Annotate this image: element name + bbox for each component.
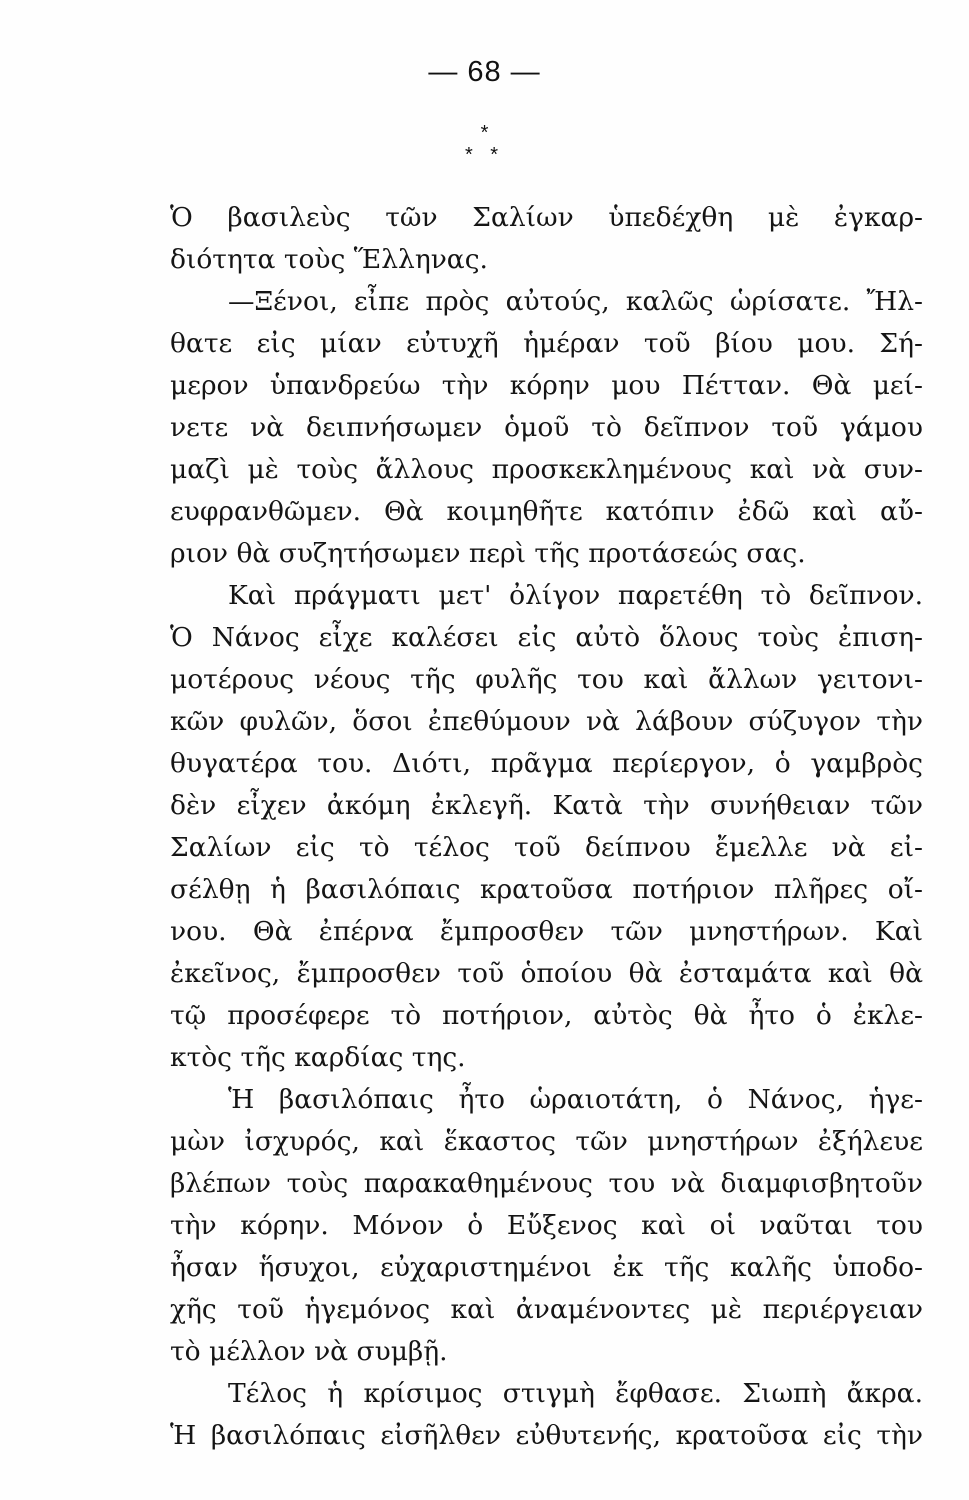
text-line: τὴν κόρην. Μόνον ὁ Εὔξενος καὶ οἱ ναῦται του (170, 1210, 923, 1241)
asterism-top: * (480, 122, 489, 144)
text-line: ἐκεῖνος, ἔμπροσθεν τοῦ ὁποίου θὰ ἐσταμάτα καὶ θὰ (170, 958, 923, 989)
text-line: χῆς τοῦ ἡγεμόνος καὶ ἀναμένοντες μὲ περιέργειαν (170, 1294, 923, 1325)
text-line: σέλθῃ ἡ βασιλόπαις κρατοῦσα ποτήριον πλῆρες οἴ- (170, 874, 923, 905)
text-line: θατε εἰς μίαν εὐτυχῆ ἡμέραν τοῦ βίου μου. Σή- (170, 328, 923, 359)
text-line: κτὸς τῆς καρδίας της. (170, 1042, 466, 1073)
text-line: ευφρανθῶμεν. Θὰ κοιμηθῆτε κατόπιν ἐδῶ καὶ αὔ- (170, 496, 923, 527)
text-line: δὲν εἶχεν ἀκόμη ἐκλεγῆ. Κατὰ τὴν συνήθειαν τῶν (170, 790, 923, 821)
text-line: νετε νὰ δειπνήσωμεν ὁμοῦ τὸ δεῖπνον τοῦ γάμου (170, 412, 923, 443)
page-number: — 68 — (428, 56, 541, 88)
text-line: ἦσαν ἥσυχοι, εὐχαριστημένοι ἐκ τῆς καλῆς ὑποδο- (170, 1252, 923, 1283)
text-line: Ἡ βασιλόπαις ἦτο ὡραιοτάτη, ὁ Νάνος, ἡγε- (228, 1084, 923, 1115)
section-asterism (0, 122, 969, 166)
asterism-bottom: * * (464, 144, 505, 166)
text-line: Ἡ βασιλόπαις εἰσῆλθεν εὐθυτενής, κρατοῦσα εἰς τὴν (170, 1420, 923, 1451)
text-line: μὼν ἰσχυρός, καὶ ἕκαστος τῶν μνηστήρων ἐξήλευε (170, 1126, 923, 1157)
text-line: μαζὶ μὲ τοὺς ἄλλους προσκεκλημένους καὶ νὰ συν- (170, 454, 923, 485)
text-line: διότητα τοὺς Ἕλληνας. (170, 244, 488, 275)
text-line: Ὁ Νάνος εἶχε καλέσει εἰς αὐτὸ ὅλους τοὺς ἐπιση- (170, 622, 923, 653)
text-line: κῶν φυλῶν, ὅσοι ἐπεθύμουν νὰ λάβουν σύζυγον τὴν (170, 706, 923, 737)
text-line: θυγατέρα του. Διότι, πρᾶγμα περίεργον, ὁ γαμβρὸς (170, 748, 923, 779)
text-line: ριον θὰ συζητήσωμεν περὶ τῆς προτάσεώς σας. (170, 538, 806, 569)
text-line: Ὁ βασιλεὺς τῶν Σαλίων ὑπεδέχθη μὲ ἐγκαρ- (170, 202, 923, 233)
text-line: τῷ προσέφερε τὸ ποτήριον, αὐτὸς θὰ ἦτο ὁ ἐκλε- (170, 1000, 923, 1031)
text-line: Σαλίων εἰς τὸ τέλος τοῦ δείπνου ἔμελλε νὰ εἰ- (170, 832, 923, 863)
text-line: νου. Θὰ ἐπέρνα ἔμπροσθεν τῶν μνηστήρων. Καὶ (170, 916, 923, 947)
text-line: βλέπων τοὺς παρακαθημένους του νὰ διαμφισβητοῦν (170, 1168, 923, 1199)
text-line: μοτέρους νέους τῆς φυλῆς του καὶ ἄλλων γειτονι- (170, 664, 923, 695)
text-line: Τέλος ἡ κρίσιμος στιγμὴ ἔφθασε. Σιωπὴ ἄκρα. (228, 1378, 923, 1409)
text-line: —Ξένοι, εἶπε πρὸς αὐτούς, καλῶς ὡρίσατε. Ἤλ- (228, 286, 923, 317)
text-line: Καὶ πράγματι μετ' ὀλίγον παρετέθη τὸ δεῖπνον. (228, 580, 923, 611)
text-line: τὸ μέλλον νὰ συμβῇ. (170, 1336, 448, 1367)
text-line: μερον ὑπανδρεύω τὴν κόρην μου Πέτταν. Θὰ μεί- (170, 370, 923, 401)
